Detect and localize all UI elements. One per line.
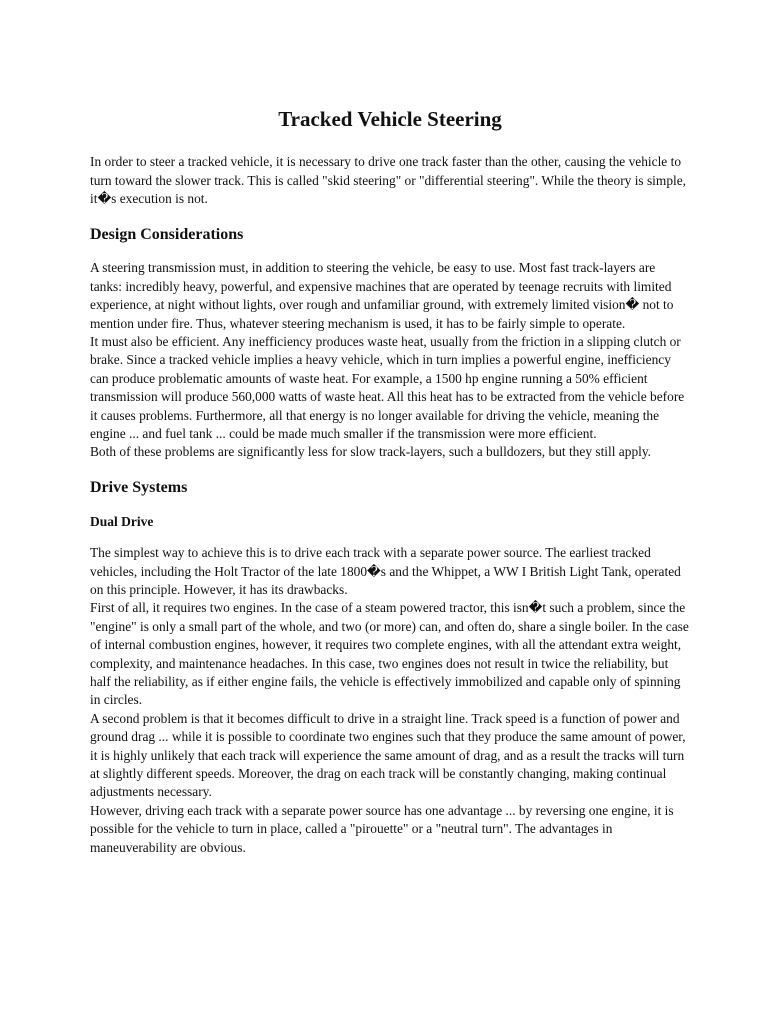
drive-paragraph: A second problem is that it becomes difficult to drive in a straight line. Track speed is a function of power and ground drag ... while it is possible to coordinate two engines such that they produce the same amount of power, it is highly unlikely that each track will experience the same amount of drag, and as a result the tracks will turn at slightly different speeds. Moreover, the drag on each track will be constantly changing, making continual adjustments necessary. xyxy=(90,710,686,800)
dual-drive-subheading: Dual Drive xyxy=(90,513,154,529)
document-title: Tracked Vehicle Steering xyxy=(278,107,502,131)
design-paragraph: It must also be efficient. Any inefficiency produces waste heat, usually from the friction in a slipping clutch or brake. Since a tracked vehicle implies a heavy vehicle, which in turn implies a powerful engine, inefficiency can produce problematic amounts of waste heat. For example, a 1500 hp engine running a 50% efficient transmission will produce 560,000 watts of waste heat. All this heat has to be extracted from the vehicle before it causes problems. Furthermore, all that energy is no longer available for driving the vehicle, meaning the engine ... and fuel tank ... could be made much smaller if the transmission were more efficient. xyxy=(90,333,685,441)
drive-paragraph: First of all, it requires two engines. In the case of a steam powered tractor, this isn�t such a problem, since the "engine" is only a small part of the whole, and two (or more) can, and often do, share a single boiler. In the case of internal combustion engines, however, it requires two complete engines, with all the attendant extra weight, complexity, and maintenance headaches. In this case, two engines does not result in twice the reliability, but half the reliability, as if either engine fails, the vehicle is effectively immobilized and capable only of spinning in circles. xyxy=(90,600,689,708)
drive-paragraph: The simplest way to achieve this is to drive each track with a separate power source. The earliest tracked vehicles, including the Holt Tractor of the late 1800�s and the Whippet, a WW I British Light Tank, operated on this principle. However, it has its drawbacks. xyxy=(90,545,681,597)
drive-heading: Drive Systems xyxy=(90,478,188,496)
design-heading: Design Considerations xyxy=(90,225,244,243)
drive-paragraph: However, driving each track with a separate power source has one advantage ... by reversing one engine, it is possible for the vehicle to turn in place, called a "pirouette" or a "neutral turn". The advantages in maneuverability are obvious. xyxy=(90,802,674,855)
intro-section xyxy=(90,153,690,208)
design-section xyxy=(90,225,690,462)
drive-section xyxy=(90,478,690,857)
document-page xyxy=(90,106,690,857)
intro-paragraph: In order to steer a tracked vehicle, it is necessary to drive one track faster than the other, causing the vehicle to turn toward the slower track. This is called "skid steering" or "differential steering". While the theory is simple, it�s execution is not. xyxy=(90,154,687,207)
design-paragraph: A steering transmission must, in addition to steering the vehicle, be easy to use. Most fast track-layers are tanks: incredibly heavy, powerful, and expensive machines that are operated by teenage recruits with limited experience, at night without lights, over rough and unfamiliar ground, with extremely limited vision� not to mention under fire. Thus, whatever steering mechanism is used, it has to be fairly simple to operate. xyxy=(90,260,674,331)
design-paragraph: Both of these problems are significantly less for slow track-layers, such a bulldozers, but they still apply. xyxy=(90,444,652,460)
